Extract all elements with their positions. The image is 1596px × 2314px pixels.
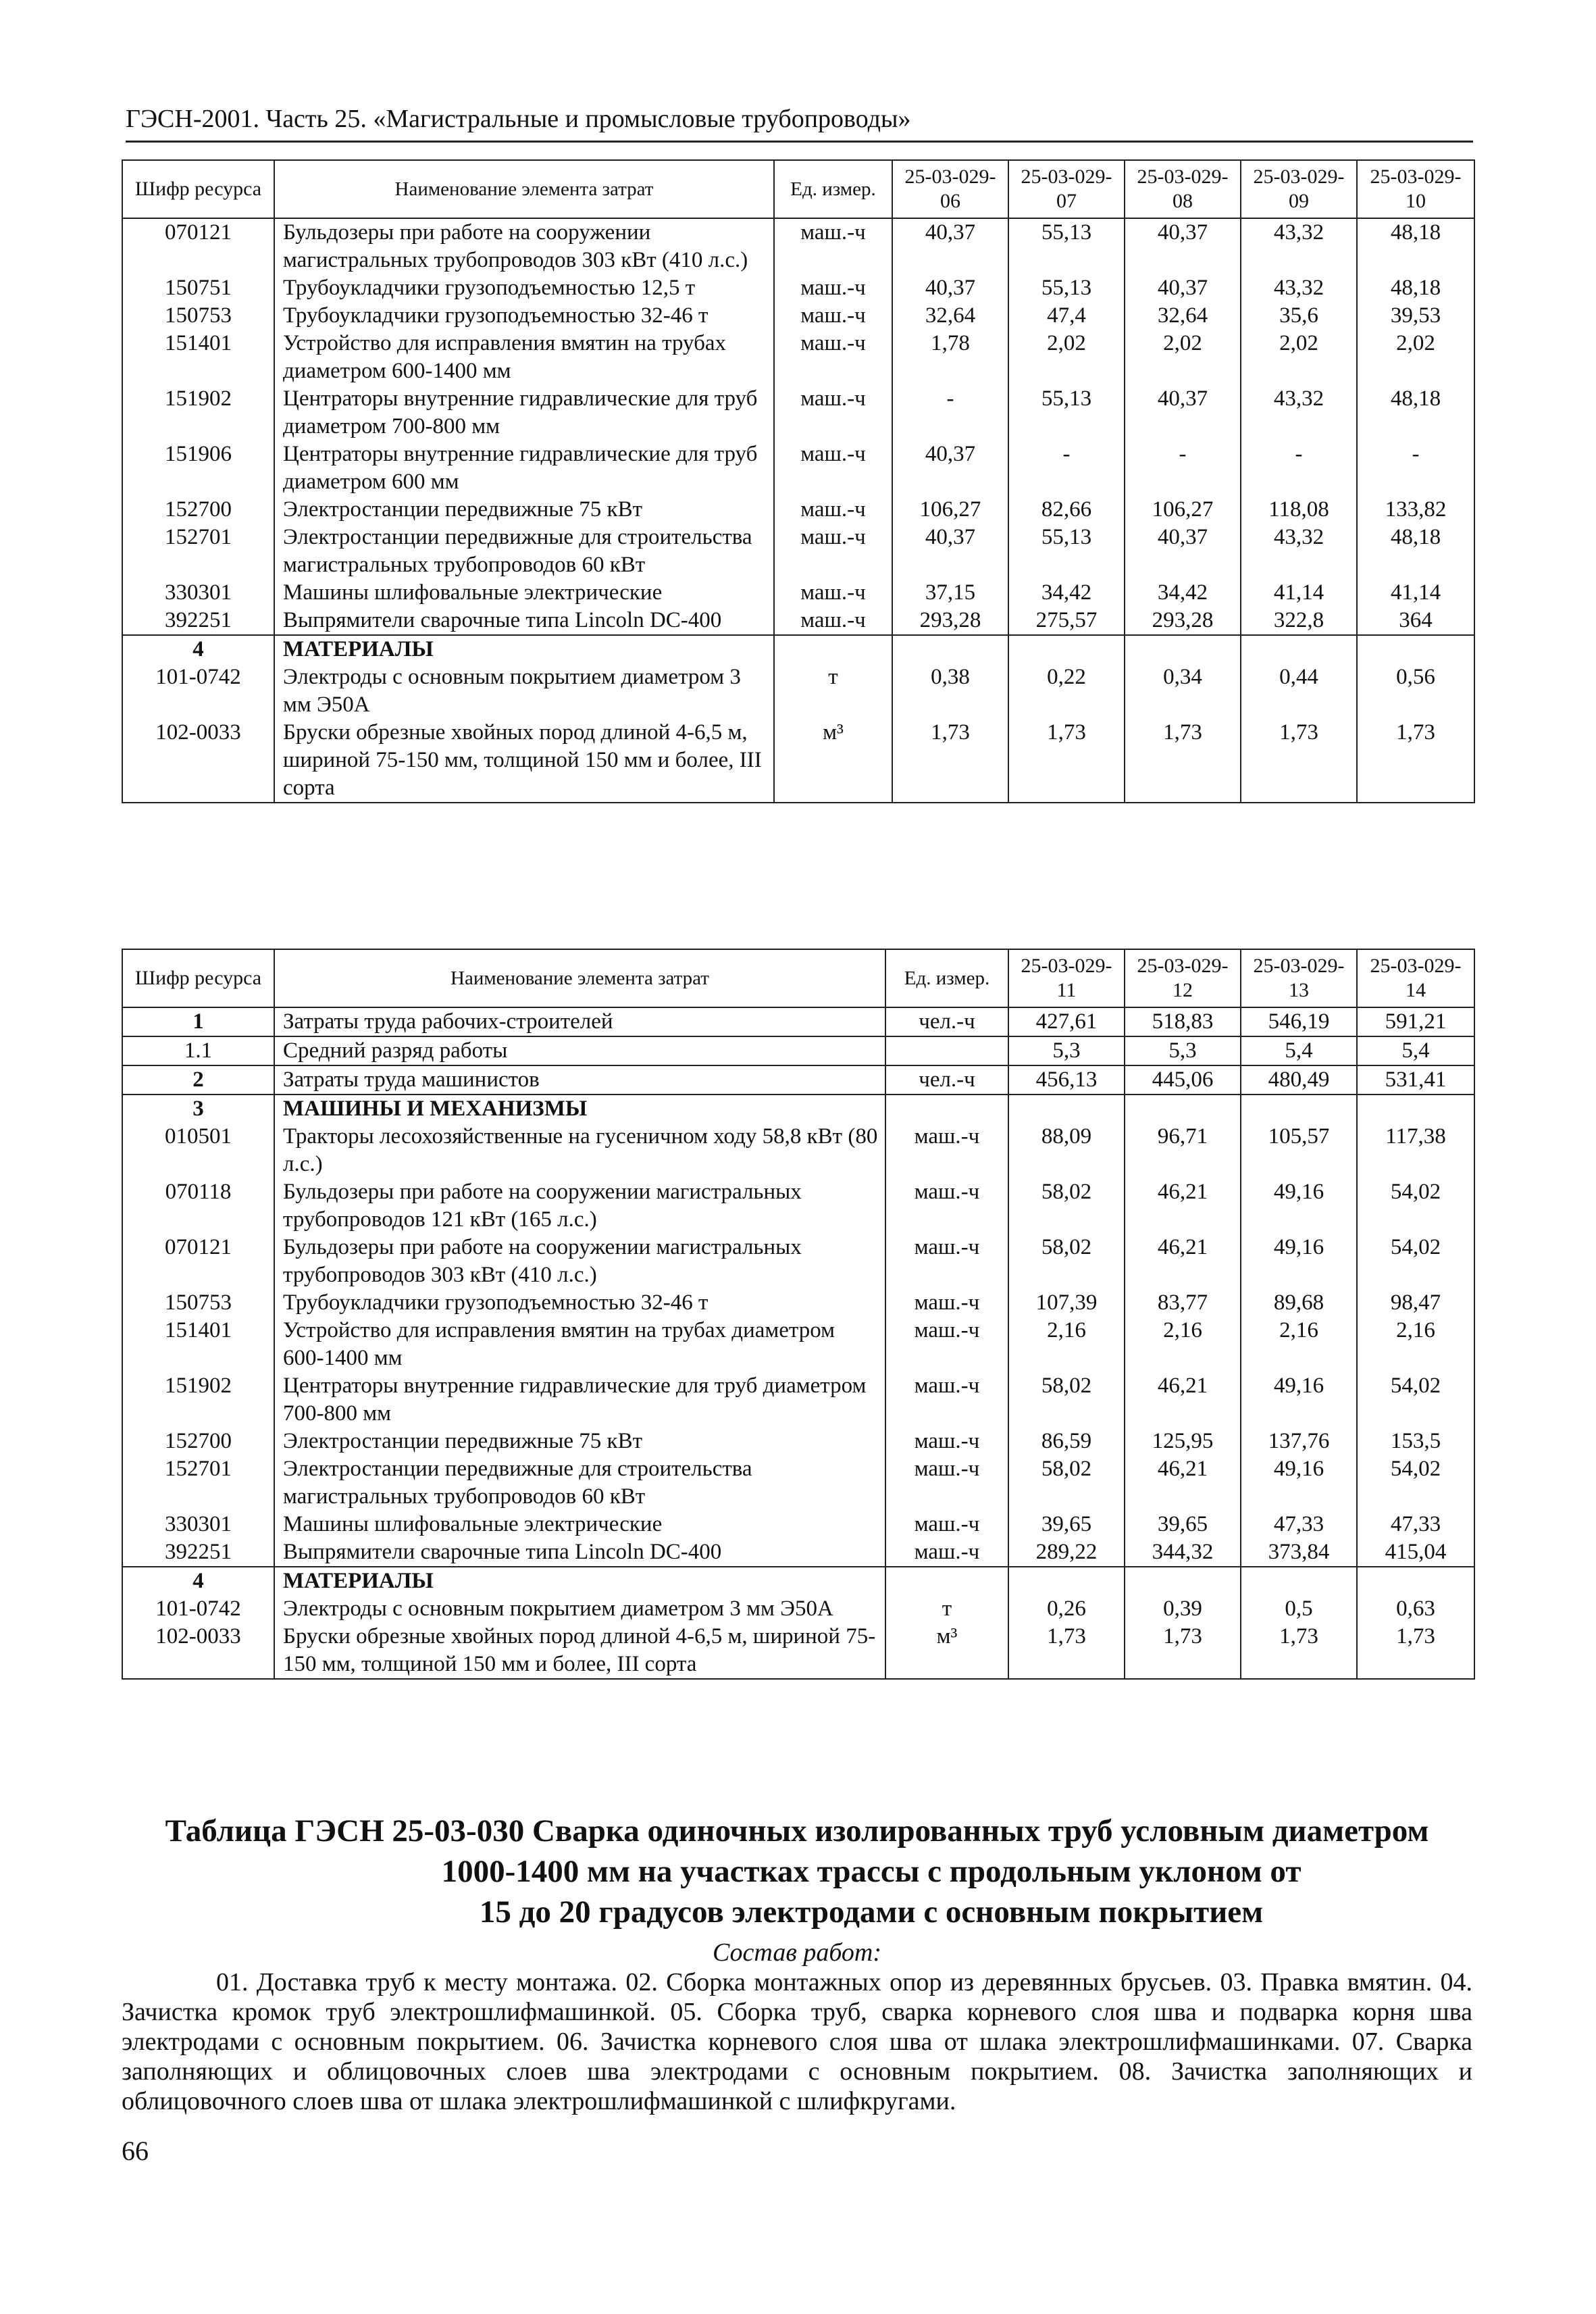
resource-name: МАТЕРИАЛЫ (274, 635, 774, 663)
table-row (122, 302, 1474, 330)
resource-code: 102-0033 (122, 1623, 274, 1679)
table-body (122, 218, 1474, 803)
value-cell: 40,37 (892, 218, 1008, 274)
value-cell: 1,73 (1125, 1623, 1241, 1679)
value-cell: 1,73 (1241, 1623, 1357, 1679)
resource-code: 010501 (122, 1123, 274, 1178)
header-code: Шифр ресурса (122, 949, 274, 1007)
resource-code: 392251 (122, 607, 274, 635)
unit-cell: маш.-ч (774, 496, 892, 524)
value-cell: 2,02 (1357, 330, 1474, 385)
section-row (122, 1065, 1474, 1095)
value-cell: 2,02 (1125, 330, 1241, 385)
value-cell: 39,65 (1008, 1511, 1125, 1538)
table-row (122, 218, 1474, 274)
value-cell (1125, 635, 1241, 663)
resource-name: Центраторы внутренние гидравлические для труб диаметром 700-800 мм (274, 385, 774, 441)
value-cell (1008, 1567, 1125, 1595)
value-cell (1008, 1095, 1125, 1123)
value-cell: 40,37 (1125, 385, 1241, 441)
value-cell: 89,68 (1241, 1289, 1357, 1317)
table-row (122, 524, 1474, 579)
value-cell (1357, 1567, 1474, 1595)
value-cell: 40,37 (1125, 274, 1241, 302)
value-cell: 43,32 (1241, 385, 1357, 441)
header-col: 25-03-029-10 (1357, 160, 1474, 218)
table-row (122, 579, 1474, 607)
unit-cell: маш.-ч (885, 1428, 1008, 1455)
resource-code: 4 (122, 635, 274, 663)
resource-name: Средний разряд работы (274, 1036, 885, 1065)
value-cell: 5,3 (1008, 1036, 1125, 1065)
resource-code: 151902 (122, 385, 274, 441)
value-cell: 2,02 (1241, 330, 1357, 385)
value-cell: 86,59 (1008, 1428, 1125, 1455)
value-cell: 0,63 (1357, 1595, 1474, 1623)
value-cell: 415,04 (1357, 1538, 1474, 1567)
value-cell: 1,73 (1125, 719, 1241, 803)
value-cell: 106,27 (1125, 496, 1241, 524)
value-cell: 117,38 (1357, 1123, 1474, 1178)
value-cell (1125, 1567, 1241, 1595)
header-col: 25-03-029-14 (1357, 949, 1474, 1007)
resource-name: Устройство для исправления вмятин на трубах диаметром 600-1400 мм (274, 1317, 885, 1372)
unit-cell: маш.-ч (774, 385, 892, 441)
value-cell: 83,77 (1125, 1289, 1241, 1317)
value-cell: 37,15 (892, 579, 1008, 607)
value-cell: 49,16 (1241, 1234, 1357, 1289)
value-cell: 34,42 (1125, 579, 1241, 607)
value-cell: 275,57 (1008, 607, 1125, 635)
unit-cell: маш.-ч (774, 607, 892, 635)
value-cell: 54,02 (1357, 1178, 1474, 1234)
value-cell: 48,18 (1357, 274, 1474, 302)
value-cell: 55,13 (1008, 218, 1125, 274)
value-cell: 373,84 (1241, 1538, 1357, 1567)
resource-name: Устройство для исправления вмятин на трубах диаметром 600-1400 мм (274, 330, 774, 385)
value-cell: 46,21 (1125, 1178, 1241, 1234)
resource-name: Затраты труда машинистов (274, 1065, 885, 1095)
value-cell: 0,26 (1008, 1595, 1125, 1623)
resource-name: Бруски обрезные хвойных пород длиной 4-6,5 м, шириной 75-150 мм, толщиной 150 мм и более, III сорта (274, 1623, 885, 1679)
resource-table-1 (122, 159, 1475, 803)
value-cell: 5,4 (1357, 1036, 1474, 1065)
resource-table-2 (122, 949, 1475, 1680)
table-row (122, 607, 1474, 635)
resource-name: Бульдозеры при работе на сооружении магистральных трубопроводов 303 кВт (410 л.с.) (274, 218, 774, 274)
resource-name: Машины шлифовальные электрические (274, 1511, 885, 1538)
page-header (126, 101, 1473, 143)
unit-cell: маш.-ч (885, 1538, 1008, 1567)
value-cell: 1,73 (1357, 719, 1474, 803)
value-cell: 47,33 (1241, 1511, 1357, 1538)
table-row (122, 1595, 1474, 1623)
value-cell: 32,64 (892, 302, 1008, 330)
value-cell: 49,16 (1241, 1372, 1357, 1428)
resource-name: Выпрямители сварочные типа Lincoln DC-400 (274, 1538, 885, 1567)
table-row (122, 1428, 1474, 1455)
value-cell: 0,22 (1008, 663, 1125, 719)
value-cell: 2,16 (1357, 1317, 1474, 1372)
value-cell: - (892, 385, 1008, 441)
value-cell (1241, 635, 1357, 663)
unit-cell: т (774, 663, 892, 719)
resource-name: Трубоукладчики грузоподъемностью 32-46 т (274, 302, 774, 330)
value-cell: 88,09 (1008, 1123, 1125, 1178)
resource-code: 152701 (122, 1455, 274, 1511)
value-cell: - (1125, 441, 1241, 496)
value-cell: 32,64 (1125, 302, 1241, 330)
table-row (122, 1538, 1474, 1567)
value-cell: 46,21 (1125, 1372, 1241, 1428)
value-cell: 40,37 (1125, 524, 1241, 579)
table-row (122, 330, 1474, 385)
resource-name: Электроды с основным покрытием диаметром 3 мм Э50А (274, 1595, 885, 1623)
table-row (122, 1123, 1474, 1178)
value-cell: 480,49 (1241, 1065, 1357, 1095)
value-cell: 54,02 (1357, 1372, 1474, 1428)
section-row (122, 1095, 1474, 1123)
resource-code: 070121 (122, 218, 274, 274)
resource-code: 151902 (122, 1372, 274, 1428)
value-cell (1357, 1095, 1474, 1123)
value-cell: 55,13 (1008, 274, 1125, 302)
value-cell: 41,14 (1357, 579, 1474, 607)
resource-code: 101-0742 (122, 663, 274, 719)
resource-name: Трубоукладчики грузоподъемностью 12,5 т (274, 274, 774, 302)
section-row (122, 1567, 1474, 1595)
table-header-row (122, 160, 1474, 218)
unit-cell: м³ (774, 719, 892, 803)
value-cell: 364 (1357, 607, 1474, 635)
resource-name: МАШИНЫ И МЕХАНИЗМЫ (274, 1095, 885, 1123)
table-title-line: 1000-1400 мм на участках трассы с продольным уклоном от (441, 1854, 1302, 1889)
resource-code: 070121 (122, 1234, 274, 1289)
unit-cell: маш.-ч (885, 1511, 1008, 1538)
resource-code: 101-0742 (122, 1595, 274, 1623)
resource-code: 3 (122, 1095, 274, 1123)
value-cell: 427,61 (1008, 1007, 1125, 1036)
unit-cell: маш.-ч (774, 302, 892, 330)
value-cell: 58,02 (1008, 1372, 1125, 1428)
value-cell: 344,32 (1125, 1538, 1241, 1567)
unit-cell: т (885, 1595, 1008, 1623)
header-col: 25-03-029-07 (1008, 160, 1125, 218)
value-cell: 518,83 (1125, 1007, 1241, 1036)
value-cell: - (1241, 441, 1357, 496)
unit-cell: маш.-ч (774, 579, 892, 607)
value-cell: 46,21 (1125, 1234, 1241, 1289)
work-caption: Состав работ: (712, 1938, 882, 1967)
resource-code: 152700 (122, 1428, 274, 1455)
header-unit: Ед. измер. (774, 160, 892, 218)
value-cell: 0,56 (1357, 663, 1474, 719)
resource-code: 151401 (122, 330, 274, 385)
value-cell: 2,16 (1241, 1317, 1357, 1372)
table-title-line: 15 до 20 градусов электродами с основным покрытием (479, 1894, 1264, 1930)
value-cell: 5,3 (1125, 1036, 1241, 1065)
value-cell: 40,37 (892, 441, 1008, 496)
value-cell: 153,5 (1357, 1428, 1474, 1455)
value-cell: 2,16 (1008, 1317, 1125, 1372)
value-cell: 0,39 (1125, 1595, 1241, 1623)
value-cell: 591,21 (1357, 1007, 1474, 1036)
value-cell: 98,47 (1357, 1289, 1474, 1317)
unit-cell: маш.-ч (885, 1455, 1008, 1511)
unit-cell: маш.-ч (774, 274, 892, 302)
unit-cell (885, 1036, 1008, 1065)
value-cell: 96,71 (1125, 1123, 1241, 1178)
page-number: 66 (122, 2136, 149, 2166)
unit-cell: маш.-ч (885, 1123, 1008, 1178)
resource-name: Трубоукладчики грузоподъемностью 32-46 т (274, 1289, 885, 1317)
value-cell: 125,95 (1125, 1428, 1241, 1455)
value-cell: 137,76 (1241, 1428, 1357, 1455)
resource-name: Выпрямители сварочные типа Lincoln DC-400 (274, 607, 774, 635)
resource-name: МАТЕРИАЛЫ (274, 1567, 885, 1595)
value-cell: 0,5 (1241, 1595, 1357, 1623)
resource-name: Центраторы внутренние гидравлические для труб диаметром 700-800 мм (274, 1372, 885, 1428)
table-row (122, 496, 1474, 524)
unit-cell (885, 1095, 1008, 1123)
table-row (122, 1178, 1474, 1234)
value-cell: 2,16 (1125, 1317, 1241, 1372)
value-cell: 46,21 (1125, 1455, 1241, 1511)
resource-code: 2 (122, 1065, 274, 1095)
unit-cell: маш.-ч (885, 1289, 1008, 1317)
value-cell: - (1008, 441, 1125, 496)
header-col: 25-03-029-13 (1241, 949, 1357, 1007)
value-cell (892, 635, 1008, 663)
value-cell: 34,42 (1008, 579, 1125, 607)
header-col: 25-03-029-06 (892, 160, 1008, 218)
value-cell: 48,18 (1357, 524, 1474, 579)
resource-name: Бульдозеры при работе на сооружении магистральных трубопроводов 303 кВт (410 л.с.) (274, 1234, 885, 1289)
table-row (122, 441, 1474, 496)
value-cell: 47,33 (1357, 1511, 1474, 1538)
value-cell (1241, 1567, 1357, 1595)
resource-name: Электростанции передвижные для строительства магистральных трубопроводов 60 кВт (274, 1455, 885, 1511)
resource-name: Электростанции передвижные 75 кВт (274, 496, 774, 524)
value-cell: 40,37 (892, 524, 1008, 579)
resource-name: Электростанции передвижные для строительства магистральных трубопроводов 60 кВт (274, 524, 774, 579)
value-cell: 1,73 (1357, 1623, 1474, 1679)
unit-cell: маш.-ч (774, 218, 892, 274)
value-cell: 546,19 (1241, 1007, 1357, 1036)
value-cell: 55,13 (1008, 385, 1125, 441)
value-cell: 0,44 (1241, 663, 1357, 719)
value-cell: 43,32 (1241, 524, 1357, 579)
section-row (122, 1007, 1474, 1036)
value-cell: 293,28 (892, 607, 1008, 635)
value-cell: 48,18 (1357, 218, 1474, 274)
table-row (122, 719, 1474, 803)
work-description: 01. Доставка труб к месту монтажа. 02. Сборка монтажных опор из деревянных брусьев. 03. Правка вмятин. 04. Зачистка кромок труб электрошлифмашинкой. 05. Сборка труб, сварка корневого слоя шва и подварка корня шва электродами с основным покрытием. 06. Зачистка корневого слоя шва от шлака электрошлифмашинками. 07. Сварка заполняющих и облицовочных слоев шва электродами с основным покрытием. 08. Зачистка заполняющих и облицовочного слоев шва от шлака электрошлифмашинкой с шлифкругами. (122, 1968, 1472, 2115)
value-cell: 54,02 (1357, 1455, 1474, 1511)
resource-code: 070118 (122, 1178, 274, 1234)
section-row (122, 635, 1474, 663)
table-row (122, 1511, 1474, 1538)
value-cell: 47,4 (1008, 302, 1125, 330)
unit-cell: маш.-ч (885, 1372, 1008, 1428)
value-cell: 293,28 (1125, 607, 1241, 635)
value-cell: 39,53 (1357, 302, 1474, 330)
unit-cell: чел.-ч (885, 1007, 1008, 1036)
resource-code: 392251 (122, 1538, 274, 1567)
header-unit: Ед. измер. (885, 949, 1008, 1007)
value-cell (1357, 635, 1474, 663)
value-cell: 0,34 (1125, 663, 1241, 719)
value-cell: 49,16 (1241, 1178, 1357, 1234)
unit-cell: м³ (885, 1623, 1008, 1679)
value-cell: 133,82 (1357, 496, 1474, 524)
resource-code: 152701 (122, 524, 274, 579)
resource-name: Электроды с основным покрытием диаметром 3 мм Э50А (274, 663, 774, 719)
header-col: 25-03-029-12 (1125, 949, 1241, 1007)
resource-code: 151401 (122, 1317, 274, 1372)
resource-name: Машины шлифовальные электрические (274, 579, 774, 607)
header-col: 25-03-029-08 (1125, 160, 1241, 218)
unit-cell: чел.-ч (885, 1065, 1008, 1095)
table-header-row (122, 949, 1474, 1007)
value-cell: - (1357, 441, 1474, 496)
value-cell (1008, 635, 1125, 663)
value-cell: 55,13 (1008, 524, 1125, 579)
value-cell: 49,16 (1241, 1455, 1357, 1511)
value-cell: 82,66 (1008, 496, 1125, 524)
value-cell: 0,38 (892, 663, 1008, 719)
unit-cell: маш.-ч (885, 1178, 1008, 1234)
table-row (122, 385, 1474, 441)
value-cell: 289,22 (1008, 1538, 1125, 1567)
value-cell: 43,32 (1241, 218, 1357, 274)
value-cell: 1,73 (1241, 719, 1357, 803)
value-cell: 48,18 (1357, 385, 1474, 441)
value-cell: 1,73 (1008, 719, 1125, 803)
value-cell: 5,4 (1241, 1036, 1357, 1065)
table-row (122, 1234, 1474, 1289)
value-cell: 1,78 (892, 330, 1008, 385)
value-cell: 1,73 (1008, 1623, 1125, 1679)
value-cell (1125, 1095, 1241, 1123)
resource-name: Центраторы внутренние гидравлические для труб диаметром 600 мм (274, 441, 774, 496)
header-name: Наименование элемента затрат (274, 949, 885, 1007)
resource-name: Бруски обрезные хвойных пород длиной 4-6,5 м, шириной 75-150 мм, толщиной 150 мм и более, III сорта (274, 719, 774, 803)
value-cell: 41,14 (1241, 579, 1357, 607)
table-title-line: Таблица ГЭСН 25-03-030 Сварка одиночных изолированных труб условным диаметром (165, 1813, 1429, 1848)
value-cell: 54,02 (1357, 1234, 1474, 1289)
table-row (122, 1317, 1474, 1372)
header-name: Наименование элемента затрат (274, 160, 774, 218)
unit-cell: маш.-ч (774, 330, 892, 385)
table-row (122, 1036, 1474, 1065)
value-cell: 39,65 (1125, 1511, 1241, 1538)
unit-cell: маш.-ч (774, 524, 892, 579)
value-cell: 118,08 (1241, 496, 1357, 524)
unit-cell (774, 635, 892, 663)
resource-code: 150753 (122, 1289, 274, 1317)
value-cell: 40,37 (1125, 218, 1241, 274)
resource-name: Бульдозеры при работе на сооружении магистральных трубопроводов 121 кВт (165 л.с.) (274, 1178, 885, 1234)
resource-name: Тракторы лесохозяйственные на гусеничном ходу 58,8 кВт (80 л.с.) (274, 1123, 885, 1178)
value-cell: 58,02 (1008, 1234, 1125, 1289)
table-row (122, 1455, 1474, 1511)
value-cell: 58,02 (1008, 1178, 1125, 1234)
value-cell: 106,27 (892, 496, 1008, 524)
value-cell: 531,41 (1357, 1065, 1474, 1095)
unit-cell (885, 1567, 1008, 1595)
resource-code: 1 (122, 1007, 274, 1036)
table-body (122, 1007, 1474, 1679)
value-cell (1241, 1095, 1357, 1123)
value-cell: 35,6 (1241, 302, 1357, 330)
header-col: 25-03-029-11 (1008, 949, 1125, 1007)
resource-code: 4 (122, 1567, 274, 1595)
table-row (122, 1623, 1474, 1679)
unit-cell: маш.-ч (885, 1234, 1008, 1289)
table-row (122, 1289, 1474, 1317)
value-cell: 107,39 (1008, 1289, 1125, 1317)
value-cell: 322,8 (1241, 607, 1357, 635)
value-cell: 40,37 (892, 274, 1008, 302)
resource-name: Электростанции передвижные 75 кВт (274, 1428, 885, 1455)
value-cell: 58,02 (1008, 1455, 1125, 1511)
header-code: Шифр ресурса (122, 160, 274, 218)
table-row (122, 663, 1474, 719)
table-row (122, 274, 1474, 302)
page-header-title: ГЭСН-2001. Часть 25. «Магистральные и промысловые трубопроводы» (126, 105, 911, 133)
unit-cell: маш.-ч (774, 441, 892, 496)
value-cell: 1,73 (892, 719, 1008, 803)
resource-name: Затраты труда рабочих-строителей (274, 1007, 885, 1036)
value-cell: 445,06 (1125, 1065, 1241, 1095)
unit-cell: маш.-ч (885, 1317, 1008, 1372)
value-cell: 43,32 (1241, 274, 1357, 302)
resource-code: 152700 (122, 496, 274, 524)
value-cell: 105,57 (1241, 1123, 1357, 1178)
table-row (122, 1372, 1474, 1428)
resource-code: 102-0033 (122, 719, 274, 803)
resource-code: 330301 (122, 579, 274, 607)
resource-code: 151906 (122, 441, 274, 496)
resource-code: 150753 (122, 302, 274, 330)
resource-code: 150751 (122, 274, 274, 302)
value-cell: 2,02 (1008, 330, 1125, 385)
value-cell: 456,13 (1008, 1065, 1125, 1095)
table-title (122, 1811, 1472, 1932)
resource-code: 1.1 (122, 1036, 274, 1065)
header-col: 25-03-029-09 (1241, 160, 1357, 218)
resource-code: 330301 (122, 1511, 274, 1538)
